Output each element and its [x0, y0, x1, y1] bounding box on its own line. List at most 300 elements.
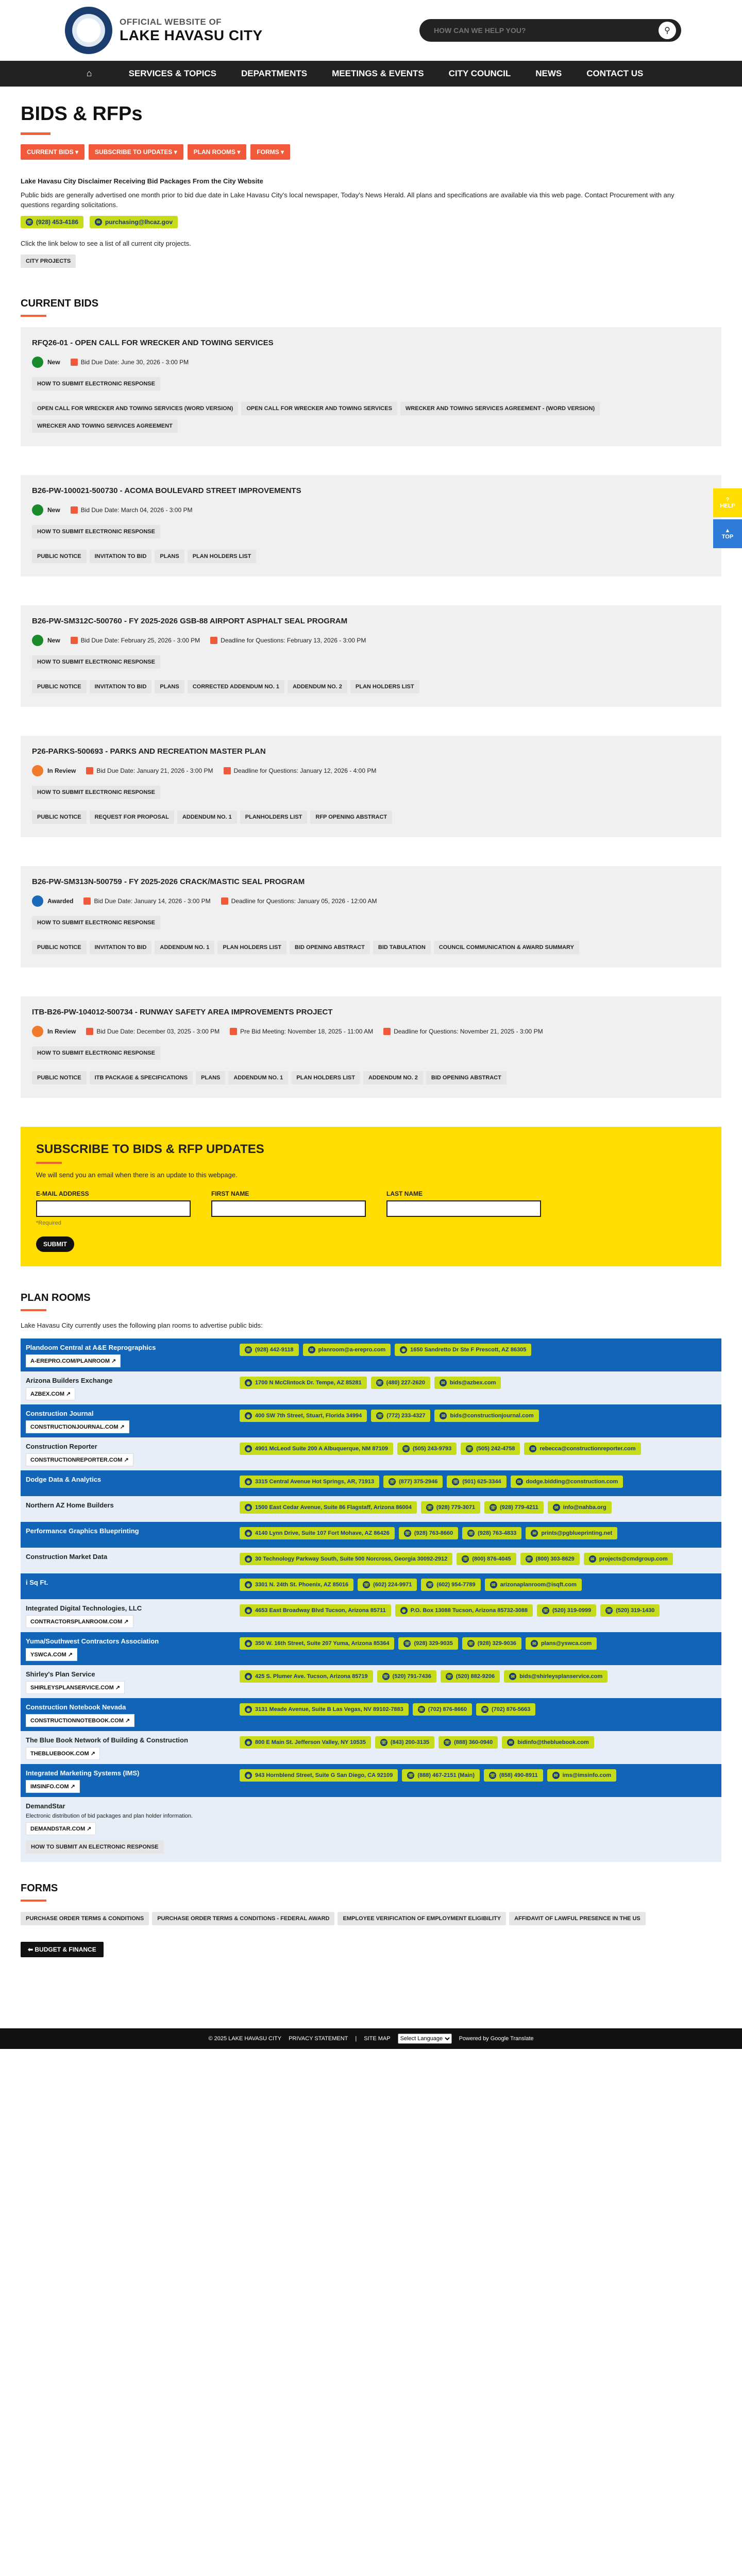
plan-room-row: [21, 1599, 721, 1632]
submit-row: [32, 377, 710, 395]
contact-pill[interactable]: [441, 1670, 500, 1683]
bid-card: [21, 736, 721, 837]
bid-doc-link[interactable]: PLAN HOLDERS LIST: [350, 680, 419, 693]
plan-room-link[interactable]: [26, 1615, 133, 1628]
plan-room-name: Dodge Data & Analytics: [26, 1476, 102, 1483]
search-input[interactable]: [434, 26, 640, 35]
external-link-icon: ↗: [85, 1826, 92, 1832]
footer: © 2025 LAKE HAVASU CITY PRIVACY STATEMENT | SITE MAP Select Language Powered by Google Translate: [0, 2028, 742, 2049]
plan-room-description: Electronic distribution of bid packages and plan holder information.: [26, 1813, 193, 1819]
contact-pill[interactable]: [240, 1769, 398, 1782]
plan-room-contacts: [240, 1344, 716, 1367]
external-link-icon: ↗: [89, 1751, 95, 1757]
contact-pill[interactable]: [240, 1501, 417, 1514]
nav-departments[interactable]: DEPARTMENTS: [241, 69, 308, 78]
contact-text: (928) 779-4211: [500, 1504, 538, 1511]
contact-text: 800 E Main St. Jefferson Valley, NY 10535: [255, 1739, 366, 1745]
contact-pill[interactable]: [240, 1637, 394, 1650]
submit-electronic-button[interactable]: HOW TO SUBMIT ELECTRONIC RESPONSE: [32, 377, 160, 391]
contact-pill[interactable]: [398, 1637, 458, 1650]
contact-pill[interactable]: [395, 1344, 531, 1356]
bid-doc-link[interactable]: PLAN HOLDERS LIST: [291, 1071, 360, 1084]
contact-text: (928) 329-9036: [477, 1640, 516, 1647]
location-icon: ◉: [245, 1706, 252, 1713]
bid-doc-link[interactable]: ADDENDUM NO. 1: [177, 810, 237, 824]
plan-room-link-text: CONSTRUCTIONNOTEBOOK.COM: [30, 1718, 124, 1724]
contact-text: (505) 243-9793: [412, 1446, 452, 1452]
contact-pill[interactable]: [371, 1377, 430, 1389]
bid-date: [210, 637, 366, 645]
bid-date-text: Pre Bid Meeting: November 18, 2025 - 11:00 AM: [240, 1027, 374, 1035]
status-dot-icon: [32, 895, 43, 907]
bid-doc-link[interactable]: BID TABULATION: [373, 941, 431, 954]
bid-doc-link[interactable]: PLANS: [196, 1071, 225, 1084]
bid-card: [21, 475, 721, 577]
email-icon: ✉: [516, 1478, 523, 1485]
bid-doc-link[interactable]: PLAN HOLDERS LIST: [188, 550, 257, 563]
bid-doc-link[interactable]: PUBLIC NOTICE: [32, 1071, 87, 1084]
contact-pill[interactable]: [421, 1501, 480, 1514]
contact-pill[interactable]: [240, 1443, 393, 1455]
contact-pill[interactable]: [526, 1637, 597, 1650]
contact-pill[interactable]: [240, 1377, 367, 1389]
bid-doc-link[interactable]: ADDENDUM NO. 1: [155, 941, 214, 954]
contact-pill[interactable]: [240, 1476, 379, 1488]
contact-pill[interactable]: [240, 1410, 367, 1422]
submit-electronic-button[interactable]: HOW TO SUBMIT AN ELECTRONIC RESPONSE: [26, 1840, 164, 1854]
contact-text: bids@constructionjournal.com: [450, 1413, 534, 1419]
contact-pill[interactable]: [447, 1476, 506, 1488]
plan-room-name: Arizona Builders Exchange: [26, 1377, 113, 1384]
form-link[interactable]: PURCHASE ORDER TERMS & CONDITIONS: [21, 1912, 149, 1925]
tab-forms[interactable]: FORMS ▾: [250, 144, 290, 160]
location-icon: ◉: [245, 1555, 252, 1563]
contact-pill[interactable]: [462, 1527, 521, 1539]
location-icon: ◉: [245, 1581, 252, 1588]
contact-pill[interactable]: [240, 1553, 452, 1565]
bid-date: [86, 1028, 220, 1036]
location-icon: ◉: [245, 1478, 252, 1485]
plan-room-name: Construction Notebook Nevada: [26, 1703, 126, 1711]
bid-title: B26-PW-SM313N-500759 - FY 2025-2026 CRACK/MASTIC SEAL PROGRAM: [32, 877, 305, 886]
powered-by: Powered by Google Translate: [459, 2036, 534, 2042]
contact-pill[interactable]: [537, 1604, 596, 1617]
plan-room-name: Northern AZ Home Builders: [26, 1501, 114, 1509]
bid-meta: [32, 635, 710, 646]
bid-date: [224, 767, 377, 775]
contact-pill[interactable]: [457, 1553, 516, 1565]
contact-pill[interactable]: [240, 1703, 409, 1716]
phone-icon: ☏: [376, 1412, 383, 1419]
status-label: In Review: [47, 767, 76, 774]
contact-pill[interactable]: [502, 1736, 594, 1749]
contact-pill[interactable]: [240, 1736, 371, 1749]
status-badge: [32, 895, 73, 907]
help-label: HELP: [720, 503, 735, 509]
plan-room-row: [21, 1665, 721, 1698]
contact-pill[interactable]: [399, 1527, 458, 1539]
email-field[interactable]: [36, 1200, 191, 1217]
plan-room-link[interactable]: [26, 1387, 75, 1400]
contact-pill[interactable]: [371, 1410, 430, 1422]
bid-doc-link[interactable]: WRECKER AND TOWING SERVICES AGREEMENT: [32, 419, 178, 433]
bid-doc-link[interactable]: OPEN CALL FOR WRECKER AND TOWING SERVICES: [241, 402, 397, 415]
bid-doc-link[interactable]: WRECKER AND TOWING SERVICES AGREEMENT - (WORD VERSION): [400, 402, 600, 415]
contact-text: 4140 Lynn Drive, Suite 107 Fort Mohave, AZ 86426: [255, 1530, 390, 1536]
email-icon: ✉: [440, 1379, 447, 1386]
phone-icon: ☏: [444, 1739, 451, 1746]
bid-doc-link[interactable]: INVITATION TO BID: [90, 941, 152, 954]
extra-row: [26, 1840, 234, 1858]
phone-icon: ☏: [380, 1739, 387, 1746]
main-content: [0, 103, 742, 1957]
contact-pill[interactable]: [547, 1769, 616, 1782]
plan-room-info: [26, 1553, 240, 1569]
logo-line2: LAKE HAVASU CITY: [120, 27, 263, 43]
bid-docs: [32, 550, 710, 567]
bid-doc-link[interactable]: OPEN CALL FOR WRECKER AND TOWING SERVICES (WORD VERSION): [32, 402, 238, 415]
contact-pill[interactable]: [461, 1443, 520, 1455]
email-icon: ✉: [95, 218, 102, 226]
tab-plan-rooms[interactable]: PLAN ROOMS ▾: [188, 144, 247, 160]
contact-pill[interactable]: [584, 1553, 673, 1565]
help-button[interactable]: [713, 488, 742, 517]
status-label: New: [47, 637, 60, 644]
plan-room-link[interactable]: [26, 1420, 129, 1433]
contact-pill[interactable]: [462, 1637, 521, 1650]
submit-button[interactable]: SUBMIT: [36, 1236, 74, 1252]
bid-title: P26-PARKS-500693 - PARKS AND RECREATION MASTER PLAN: [32, 747, 266, 756]
external-link-icon: ↗: [122, 1619, 129, 1625]
contact-pill[interactable]: [240, 1579, 353, 1591]
tab-subscribe[interactable]: SUBSCRIBE TO UPDATES ▾: [89, 144, 183, 160]
status-label: New: [47, 506, 60, 514]
contact-text: (602) 954-7789: [436, 1582, 476, 1588]
phone-icon: ☏: [426, 1504, 433, 1511]
side-widgets: [713, 488, 742, 548]
plan-room-info: [26, 1703, 240, 1727]
bid-doc-link[interactable]: BID OPENING ABSTRACT: [290, 941, 370, 954]
last-name-label: LAST NAME: [386, 1190, 423, 1197]
contact-pill[interactable]: [240, 1527, 395, 1539]
plan-room-contacts: [240, 1579, 716, 1595]
bid-doc-link[interactable]: CORRECTED ADDENDUM NO. 1: [188, 680, 284, 693]
contact-text: (928) 329-9035: [414, 1640, 453, 1647]
home-icon[interactable]: ⌂: [86, 68, 92, 78]
bid-doc-link[interactable]: COUNCIL COMMUNICATION & AWARD SUMMARY: [434, 941, 579, 954]
bid-doc-link[interactable]: RFP OPENING ABSTRACT: [310, 810, 392, 824]
bid-date-text: Bid Due Date: June 30, 2026 - 3:00 PM: [80, 358, 189, 366]
plan-room-row: [21, 1371, 721, 1404]
plan-room-info: [26, 1579, 240, 1595]
bid-doc-link[interactable]: PLANHOLDERS LIST: [240, 810, 308, 824]
bid-doc-link[interactable]: REQUEST FOR PROPOSAL: [90, 810, 174, 824]
plan-room-link-text: A-EREPRO.COM/PLANROOM: [30, 1358, 110, 1364]
form-link[interactable]: PURCHASE ORDER TERMS & CONDITIONS - FEDERAL AWARD: [152, 1912, 334, 1925]
email-icon: ✉: [509, 1673, 516, 1680]
plan-room-name: Integrated Digital Technologies, LLC: [26, 1604, 142, 1612]
bid-meta: [32, 895, 710, 907]
plan-room-row: [21, 1731, 721, 1764]
phone-icon: ☏: [389, 1478, 396, 1485]
phone-icon: ☏: [404, 1530, 411, 1537]
bid-doc-link[interactable]: ADDENDUM NO. 2: [363, 1071, 423, 1084]
contact-pill[interactable]: [434, 1377, 501, 1389]
plan-room-contacts: [240, 1604, 716, 1628]
contact-pill[interactable]: [548, 1501, 612, 1514]
email-pill[interactable]: ✉ purchasing@lhcaz.gov: [90, 216, 178, 228]
tab-current-bids[interactable]: CURRENT BIDS ▾: [21, 144, 85, 160]
title-rule: [21, 132, 50, 135]
bid-date: [230, 1028, 373, 1036]
location-icon: ◉: [245, 1530, 252, 1537]
plan-room-contacts: [240, 1703, 716, 1727]
form-link[interactable]: EMPLOYEE VERIFICATION OF EMPLOYMENT ELIGIBILITY: [338, 1912, 506, 1925]
arrow-up-icon: ▲: [724, 528, 731, 534]
contact-text: arizonaplanroom@isqft.com: [500, 1582, 577, 1588]
external-link-icon: ↗: [122, 1457, 129, 1463]
submit-row: [32, 655, 710, 673]
contact-pill[interactable]: [524, 1443, 640, 1455]
plan-room-info: [26, 1527, 240, 1544]
contact-pill[interactable]: [397, 1443, 457, 1455]
nav-news[interactable]: NEWS: [535, 69, 562, 78]
bid-doc-link[interactable]: PLAN HOLDERS LIST: [217, 941, 286, 954]
status-label: New: [47, 359, 60, 366]
contact-pill[interactable]: [377, 1670, 436, 1683]
calendar-icon: [86, 1028, 93, 1035]
email-icon: ✉: [531, 1530, 538, 1537]
bid-docs: [32, 402, 710, 437]
nav-services[interactable]: SERVICES & TOPICS: [128, 69, 216, 78]
submit-electronic-button[interactable]: HOW TO SUBMIT ELECTRONIC RESPONSE: [32, 655, 160, 669]
contact-pill[interactable]: [504, 1670, 608, 1683]
contact-text: 350 W. 16th Street, Suite 207 Yuma, Arizona 85364: [255, 1640, 390, 1647]
bid-card: [21, 996, 721, 1098]
contact-text: 4653 East Broadway Blvd Tucson, Arizona 85711: [255, 1607, 386, 1614]
status-dot-icon: [32, 765, 43, 776]
bid-date-text: Bid Due Date: February 25, 2026 - 3:00 PM: [80, 636, 200, 644]
plan-room-link[interactable]: [26, 1714, 134, 1727]
plan-room-link[interactable]: [26, 1648, 77, 1661]
privacy-link[interactable]: PRIVACY STATEMENT: [289, 2036, 348, 2042]
contact-text: (877) 375-2946: [399, 1479, 438, 1485]
contact-text: 4901 McLeod Suite 200 A Albuquerque, NM 87109: [255, 1446, 388, 1452]
phone-icon: ☏: [481, 1706, 488, 1713]
plan-room-link[interactable]: [26, 1681, 125, 1694]
plan-room-name: DemandStar: [26, 1802, 65, 1810]
sitemap-link[interactable]: SITE MAP: [364, 2036, 391, 2042]
contact-pill[interactable]: [511, 1476, 623, 1488]
bid-doc-link[interactable]: BID OPENING ABSTRACT: [426, 1071, 507, 1084]
calendar-icon: [83, 897, 91, 905]
plan-room-name: Yuma/Southwest Contractors Association: [26, 1637, 159, 1645]
external-link-icon: ↗: [118, 1424, 125, 1430]
status-dot-icon: [32, 504, 43, 516]
contact-pill[interactable]: [484, 1501, 544, 1514]
submit-electronic-button[interactable]: HOW TO SUBMIT ELECTRONIC RESPONSE: [32, 916, 160, 929]
contact-text: 3301 N. 24th St. Phoenix, AZ 85016: [255, 1582, 349, 1588]
contact-text: (520) 791-7436: [392, 1673, 431, 1680]
phone-icon: ☏: [452, 1478, 459, 1485]
contact-text: 425 S. Plumer Ave. Tucson, Arizona 85719: [255, 1673, 368, 1680]
contact-pill[interactable]: [485, 1579, 582, 1591]
bid-doc-link[interactable]: PUBLIC NOTICE: [32, 680, 87, 693]
contact-pill[interactable]: [600, 1604, 660, 1617]
email-icon: ✉: [589, 1555, 596, 1563]
bid-doc-link[interactable]: PLANS: [155, 680, 184, 693]
bid-doc-link[interactable]: PUBLIC NOTICE: [32, 550, 87, 563]
bid-doc-link[interactable]: PLANS: [155, 550, 184, 563]
bid-doc-link[interactable]: PUBLIC NOTICE: [32, 941, 87, 954]
plan-room-name: The Blue Book Network of Building & Construction: [26, 1736, 188, 1744]
bid-date: [383, 1028, 543, 1036]
contact-text: (602) 224-9971: [373, 1582, 412, 1588]
email-icon: ✉: [553, 1504, 560, 1511]
calendar-icon: [71, 359, 78, 366]
plan-room-contacts: [240, 1736, 716, 1760]
plan-room-link[interactable]: [26, 1822, 96, 1835]
contact-text: (800) 303-8629: [535, 1556, 575, 1562]
contact-pill[interactable]: [303, 1344, 391, 1356]
contact-pill[interactable]: [240, 1670, 373, 1683]
bid-docs: [32, 680, 710, 698]
contact-pill[interactable]: [240, 1604, 391, 1617]
plan-room-contacts: [240, 1377, 716, 1400]
submit-electronic-button[interactable]: HOW TO SUBMIT ELECTRONIC RESPONSE: [32, 1046, 160, 1060]
plan-room-link[interactable]: [26, 1780, 80, 1793]
bid-date: [83, 897, 210, 905]
plan-room-link[interactable]: [26, 1453, 133, 1466]
email-icon: ✉: [490, 1581, 497, 1588]
city-projects-button[interactable]: CITY PROJECTS: [21, 255, 76, 268]
page-title: BIDS & RFPs: [21, 103, 143, 125]
plan-room-link[interactable]: [26, 1747, 100, 1760]
bid-doc-link[interactable]: INVITATION TO BID: [90, 550, 152, 563]
plan-room-info: [26, 1670, 240, 1694]
contact-pill[interactable]: [439, 1736, 498, 1749]
plan-room-row: [21, 1404, 721, 1437]
plan-room-info: [26, 1637, 240, 1661]
contact-text: (702) 876-5663: [492, 1706, 531, 1713]
top-button[interactable]: [713, 519, 742, 548]
language-select[interactable]: [398, 2033, 452, 2044]
plan-room-link-text: DEMANDSTAR.COM: [30, 1826, 86, 1832]
status-badge: [32, 765, 76, 776]
plan-room-row: [21, 1338, 721, 1371]
contact-text: (520) 319-1430: [616, 1607, 655, 1614]
bid-doc-link[interactable]: ADDENDUM NO. 1: [228, 1071, 288, 1084]
submit-electronic-button[interactable]: HOW TO SUBMIT ELECTRONIC RESPONSE: [32, 525, 160, 538]
contact-pill[interactable]: [395, 1604, 533, 1617]
contact-text: (928) 442-9118: [255, 1347, 294, 1353]
plan-room-row: [21, 1496, 721, 1522]
plan-room-info: [26, 1410, 240, 1433]
bid-docs: [32, 810, 710, 828]
budget-finance-button[interactable]: ⬅ BUDGET & FINANCE: [21, 1942, 104, 1957]
bid-meta: [32, 357, 710, 368]
plan-room-info: [26, 1344, 240, 1367]
plan-room-link[interactable]: [26, 1354, 121, 1367]
contact-pill[interactable]: [240, 1344, 299, 1356]
contact-pill[interactable]: [375, 1736, 434, 1749]
contact-pill[interactable]: [526, 1527, 617, 1539]
plan-room-row: [21, 1632, 721, 1665]
contact-pill[interactable]: [383, 1476, 443, 1488]
plan-room-name: Integrated Marketing Systems (IMS): [26, 1769, 140, 1777]
plan-room-contacts: [240, 1501, 716, 1518]
phone-pill[interactable]: ☏ (928) 453-4186: [21, 216, 83, 228]
copyright: © 2025 LAKE HAVASU CITY: [208, 2036, 282, 2042]
contact-text: (928) 779-3071: [436, 1504, 476, 1511]
phone-icon: ☏: [462, 1555, 469, 1563]
contact-text: bidinfo@thebluebook.com: [517, 1739, 589, 1745]
external-link-icon: ↗: [113, 1685, 121, 1691]
plan-room-info: [26, 1604, 240, 1628]
contact-pill[interactable]: [402, 1769, 480, 1782]
contact-pill[interactable]: [520, 1553, 580, 1565]
search-bar: [419, 19, 681, 42]
plan-room-row: [21, 1573, 721, 1599]
plan-room-link-text: CONSTRUCTIONJOURNAL.COM: [30, 1424, 119, 1430]
contact-text: plans@yswca.com: [541, 1640, 592, 1647]
main-nav: [0, 61, 742, 87]
contact-pill[interactable]: [476, 1703, 535, 1716]
contact-text: 30 Technology Parkway South, Suite 500 Norcross, Georgia 30092-2912: [255, 1556, 448, 1562]
form-link[interactable]: AFFIDAVIT OF LAWFUL PRESENCE IN THE US: [509, 1912, 646, 1925]
bid-card: [21, 605, 721, 707]
submit-electronic-button[interactable]: HOW TO SUBMIT ELECTRONIC RESPONSE: [32, 786, 160, 799]
bid-doc-link[interactable]: PUBLIC NOTICE: [32, 810, 87, 824]
plan-rooms-list: [21, 1338, 721, 1862]
submit-row: [32, 1046, 710, 1064]
contact-text: info@nahba.org: [563, 1504, 606, 1511]
plan-room-info: [26, 1736, 240, 1760]
plan-room-name: i Sq Ft.: [26, 1579, 48, 1586]
first-name-field[interactable]: [211, 1200, 366, 1217]
bid-date: [71, 506, 193, 514]
search-icon[interactable]: ⚲: [659, 22, 676, 39]
city-logo[interactable]: [65, 7, 263, 54]
projects-text: Click the link below to see a list of all current city projects.: [21, 240, 191, 247]
plan-room-name: Performance Graphics Blueprinting: [26, 1527, 139, 1535]
bid-doc-link[interactable]: ADDENDUM NO. 2: [288, 680, 347, 693]
last-name-field[interactable]: [386, 1200, 541, 1217]
nav-city-council[interactable]: CITY COUNCIL: [448, 69, 511, 78]
bid-docs: [32, 1071, 710, 1089]
contact-text: (702) 876-8660: [428, 1706, 467, 1713]
plan-room-contacts: [240, 1670, 716, 1694]
location-icon: ◉: [245, 1640, 252, 1647]
header: [0, 0, 742, 61]
help-icon: ?: [726, 497, 730, 503]
contact-pill[interactable]: [421, 1579, 480, 1591]
contact-text: 943 Hornblend Street, Suite G San Diego, CA 92109: [255, 1772, 393, 1778]
nav-meetings[interactable]: MEETINGS & EVENTS: [332, 69, 424, 78]
plan-room-link-text: SHIRLEYSPLANSERVICE.COM: [30, 1685, 114, 1691]
contact-text: prints@pgblueprinting.net: [541, 1530, 613, 1536]
section-rule: [21, 315, 46, 317]
contact-pill[interactable]: [434, 1410, 538, 1422]
nav-contact[interactable]: CONTACT US: [586, 69, 644, 78]
contact-pill[interactable]: [484, 1769, 543, 1782]
contact-pill[interactable]: [413, 1703, 472, 1716]
bid-doc-link[interactable]: ITB PACKAGE & SPECIFICATIONS: [90, 1071, 193, 1084]
phone-icon: ☏: [467, 1640, 475, 1647]
contact-pill[interactable]: [358, 1579, 417, 1591]
bid-doc-link[interactable]: INVITATION TO BID: [90, 680, 152, 693]
bid-date: [221, 897, 377, 905]
